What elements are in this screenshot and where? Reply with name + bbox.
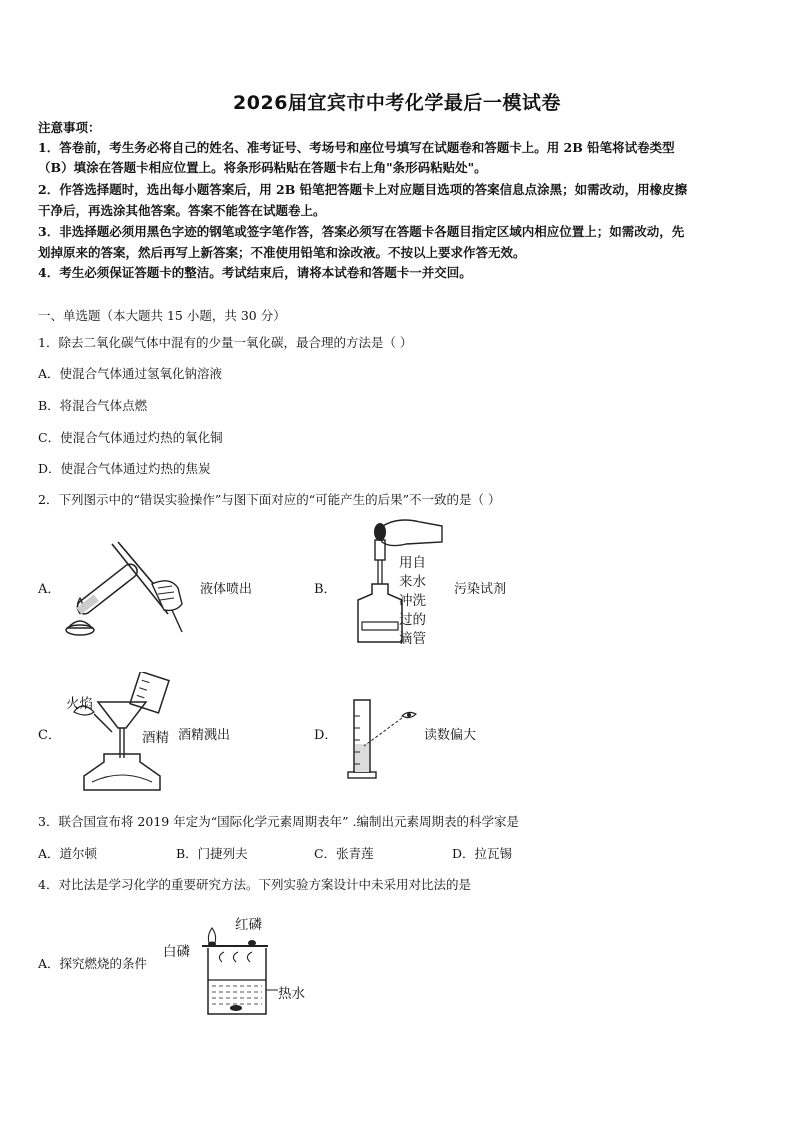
option-letter: D． [314,728,338,743]
question-stem: 3．联合国宣布将 2019 年定为“国际化学元素周期表年” .编制出元素周期表的科学家是 [38,814,519,829]
option-result: 污染试剂 [454,582,507,597]
option: B．将混合气体点燃 [38,398,148,413]
figure-label: 滴管 [399,631,426,647]
option: C．使混合气体通过灼热的氧化铜 [38,430,223,445]
question-stem: 2．下列图示中的“错误实验操作”与图下面对应的“可能产生的后果”不一致的是（ ） [38,492,501,507]
option-result: 读数偏大 [424,728,477,743]
figure-label: 热水 [278,986,305,1002]
graduated-cylinder-figure [340,696,430,782]
option: A．使混合气体通过氢氧化钠溶液 [38,366,223,381]
figure-label: 冲洗 [399,593,426,609]
option-result: 液体喷出 [200,582,253,597]
notice-line: （B）填涂在答题卡相应位置上。将条形码粘贴在答题卡右上角"条形码粘贴处"。 [38,160,487,175]
option: C．张青莲 [314,846,374,861]
figure-label: 酒精 [142,730,169,746]
option: D．拉瓦锡 [452,846,513,861]
figure-label: 白磷 [163,944,190,960]
notice-heading: 注意事项： [38,120,101,135]
figure-label: 红磷 [235,917,262,933]
question-stem: 4．对比法是学习化学的重要研究方法。下列实验方案设计中未采用对比法的是 [38,877,471,892]
figure-label: 来水 [399,574,426,590]
option-result: 酒精溅出 [178,728,231,743]
notice-line: 4．考生必须保证答题卡的整洁。考试结束后，请将本试卷和答题卡一并交回。 [38,265,472,280]
notice-line: 1．答卷前，考生务必将自己的姓名、准考证号、考场号和座位号填写在试题卷和答题卡上。用 2B 铅笔将试卷类型 [38,140,675,155]
section-heading: 一、单选题（本大题共 15 小题，共 30 分） [38,308,286,323]
notice-line: 干净后，再选涂其他答案。答案不能答在试题卷上。 [38,203,326,218]
question-stem: 1．除去二氧化碳气体中混有的少量一氧化碳，最合理的方法是（ ） [38,335,413,350]
notice-line: 划掉原来的答案，然后再写上新答案；不准使用铅笔和涂改液。不按以上要求作答无效。 [38,245,526,260]
heating-test-tube-figure [60,536,190,642]
page-title: 2026届宜宾市中考化学最后一模试卷 [233,92,561,114]
figure-label: 过的 [399,612,426,628]
notice-line: 3．非选择题必须用黑色字迹的钢笔或签字笔作答，答案必须写在答题卡各题目指定区域内相应位置上；如需改动，先 [38,224,685,239]
option-letter: B． [314,582,337,597]
combustion-beaker-figure [196,924,282,1020]
notice-line: 2．作答选择题时，选出每小题答案后，用 2B 铅笔把答题卡上对应题目选项的答案信息点涂黑；如需改动，用橡皮擦 [38,182,688,197]
option: B．门捷列夫 [176,846,248,861]
option-letter: A． [38,582,61,597]
option: A．道尔顿 [38,846,98,861]
option: D．使混合气体通过灼热的焦炭 [38,461,211,476]
figure-label: 用自 [399,555,426,571]
dropper-bottle-figure [350,514,445,646]
option: A．探究燃烧的条件 [38,956,148,971]
option-letter: C． [38,728,61,743]
figure-label: 火焰 [66,696,93,712]
